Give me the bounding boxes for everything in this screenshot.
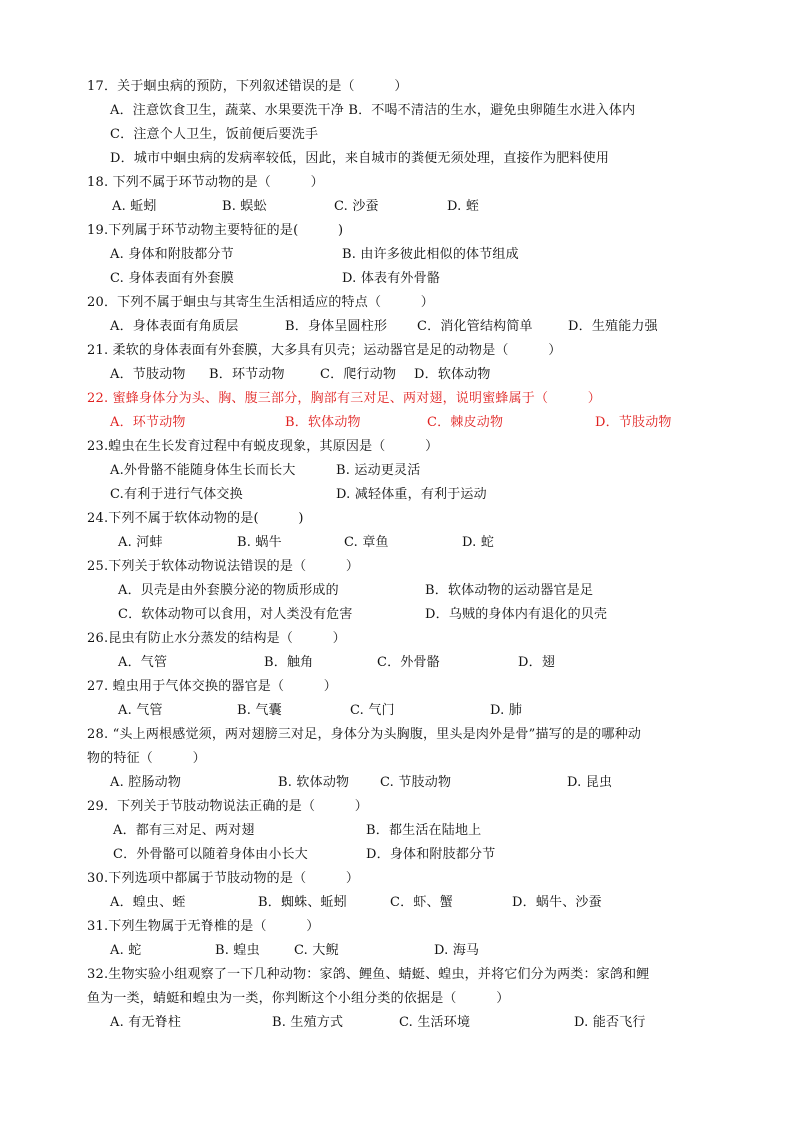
question-32-options (0, 1015, 794, 1031)
question-29-options-row-1 (0, 823, 794, 839)
question-19-options-row-2 (0, 271, 794, 287)
option-c: C.有利于进行气体交换 (110, 487, 243, 502)
question-21-options (0, 367, 794, 383)
option-b: B. 蜈蚣 (222, 199, 267, 214)
question-18-stem: 18. 下列不属于环节动物的是（ ） (87, 175, 324, 190)
option-c: C．外骨骼 (377, 655, 440, 670)
option-c: C．棘皮动物 (427, 415, 504, 430)
question-25-stem: 25.下列关于软体动物说法错误的是（ ） (87, 559, 360, 574)
question-25-options-row-2 (0, 607, 794, 623)
option-a: A. 身体和附肢都分节 (110, 247, 234, 262)
question-23-options-row-1 (0, 463, 794, 479)
question-20-options (0, 319, 794, 335)
question-28-stem-line-1: 28. “头上两根感觉须，两对翅膀三对足，身体分为头胸腹，里头是肉外是骨”描写的是的哪种动 (87, 727, 642, 742)
question-32-stem-line-1: 32.生物实验小组观察了一下几种动物：家鸽、鲤鱼、蜻蜓、蝗虫，并将它们分为两类：家鸽和鲤 (87, 967, 650, 982)
option-c: C．爬行动物 (320, 367, 397, 382)
question-17-option-line-2: C．注意个人卫生，饭前便后要洗手 (110, 127, 319, 142)
option-d: D. 能否飞行 (574, 1015, 646, 1030)
option-d: D．软体动物 (414, 367, 491, 382)
question-24-stem: 24.下列不属于软体动物的是( ) (87, 511, 304, 526)
question-17-stem: 17．关于蛔虫病的预防，下列叙述错误的是（ ） (87, 79, 408, 94)
option-c: C. 身体表面有外套膜 (110, 271, 234, 286)
question-20-stem: 20．下列不属于蛔虫与其寄生生活相适应的特点（ ） (87, 295, 434, 310)
option-c: C. 生活环境 (399, 1015, 471, 1030)
option-d: D．生殖能力强 (568, 319, 658, 334)
option-b: B. 运动更灵活 (336, 463, 421, 478)
option-b: B. 气囊 (237, 703, 282, 718)
option-a: A. 气管 (118, 703, 163, 718)
option-a: A. 腔肠动物 (110, 775, 182, 790)
option-d: D. 减轻体重，有利于运动 (336, 487, 487, 502)
option-a: A．都有三对足、两对翅 (113, 823, 255, 838)
question-21-stem: 21. 柔软的身体表面有外套膜，大多具有贝壳；运动器官是足的动物是（ ） (87, 343, 562, 358)
option-b: B．软体动物的运动器官是足 (425, 583, 594, 598)
option-d: D．蜗牛、沙蚕 (512, 895, 602, 910)
option-c: C．虾、蟹 (390, 895, 453, 910)
option-d: D. 昆虫 (567, 775, 613, 790)
question-23-stem: 23.蝗虫在生长发育过程中有蜕皮现象，其原因是（ ） (87, 439, 439, 454)
option-c: C．软体动物可以食用，对人类没有危害 (118, 607, 353, 622)
option-a: A．蝗虫、蛭 (110, 895, 186, 910)
question-29-options-row-2 (0, 847, 794, 863)
option-a: A．贝壳是由外套膜分泌的物质形成的 (118, 583, 339, 598)
option-a: A. 蚯蚓 (112, 199, 157, 214)
question-31-options (0, 943, 794, 959)
option-a: A.外骨骼不能随身体生长而长大 (110, 463, 296, 478)
option-d: D. 蛭 (447, 199, 480, 214)
question-25-options-row-1 (0, 583, 794, 599)
option-b: B．触角 (264, 655, 314, 670)
option-a: A. 蛇 (110, 943, 142, 958)
question-19-options-row-1 (0, 247, 794, 263)
question-29-stem: 29．下列关于节肢动物说法正确的是（ ） (87, 799, 368, 814)
question-26-stem: 26.昆虫有防止水分蒸发的结构是（ ） (87, 631, 346, 646)
option-d: D．翅 (518, 655, 556, 670)
option-c: C. 气门 (350, 703, 395, 718)
option-b: B. 由许多彼此相似的体节组成 (342, 247, 519, 262)
option-d: D．节肢动物 (595, 415, 672, 430)
question-22-options (0, 415, 794, 431)
option-b: B．都生活在陆地上 (366, 823, 482, 838)
option-c: C．外骨骼可以随着身体由小长大 (113, 847, 308, 862)
option-b: B．环节动物 (209, 367, 285, 382)
option-d: D. 体表有外骨骼 (342, 271, 441, 286)
question-28-options (0, 775, 794, 791)
question-23-options-row-2 (0, 487, 794, 503)
option-a: A. 河蚌 (118, 535, 163, 550)
option-b: B．软体动物 (285, 415, 361, 430)
option-b: B. 蜗牛 (237, 535, 282, 550)
option-a: A. 有无脊柱 (110, 1015, 182, 1030)
option-a: A．气管 (118, 655, 168, 670)
option-d: D. 肺 (490, 703, 523, 718)
question-24-options (0, 535, 794, 551)
option-a: A．节肢动物 (110, 367, 186, 382)
option-a: A．环节动物 (110, 415, 186, 430)
question-26-options (0, 655, 794, 671)
option-b: B. 生殖方式 (272, 1015, 344, 1030)
question-17-option-line-1: A．注意饮食卫生，蔬菜、水果要洗干净 B．不喝不清洁的生水，避免虫卵随生水进入体内 (110, 103, 636, 118)
option-b: B. 软体动物 (278, 775, 350, 790)
question-27-options (0, 703, 794, 719)
option-c: C. 大鲵 (294, 943, 339, 958)
question-22-stem: 22. 蜜蜂身体分为头、胸、腹三部分，胸部有三对足、两对翅，说明蜜蜂属于（ ） (87, 391, 602, 406)
option-c: C. 沙蚕 (334, 199, 379, 214)
question-18-options (0, 199, 794, 215)
question-30-options (0, 895, 794, 911)
question-19-stem: 19.下列属于环节动物主要特征的是( ) (87, 223, 344, 238)
question-30-stem: 30.下列选项中都属于节肢动物的是（ ） (87, 871, 360, 886)
question-28-stem-line-2: 物的特征（ ） (87, 751, 206, 766)
option-d: D. 海马 (434, 943, 480, 958)
question-17-option-line-3: D．城市中蛔虫病的发病率较低，因此，来自城市的粪便无须处理，直接作为肥料使用 (110, 151, 610, 166)
question-31-stem: 31.下列生物属于无脊椎的是（ ） (87, 919, 320, 934)
option-c: C. 章鱼 (344, 535, 389, 550)
option-b: B．身体呈圆柱形 (285, 319, 388, 334)
option-d: D．乌贼的身体内有退化的贝壳 (425, 607, 608, 622)
option-b: B. 蝗虫 (215, 943, 260, 958)
option-a: A．身体表面有角质层 (110, 319, 239, 334)
option-c: C．消化管结构简单 (417, 319, 533, 334)
option-b: B．蜘蛛、蚯蚓 (258, 895, 347, 910)
option-d: D. 蛇 (462, 535, 495, 550)
option-c: C. 节肢动物 (380, 775, 452, 790)
question-27-stem: 27. 蝗虫用于气体交换的器官是（ ） (87, 679, 338, 694)
option-d: D．身体和附肢都分节 (366, 847, 496, 862)
question-32-stem-line-2: 鱼为一类，蜻蜓和蝗虫为一类，你判断这个小组分类的依据是（ ） (87, 991, 510, 1006)
